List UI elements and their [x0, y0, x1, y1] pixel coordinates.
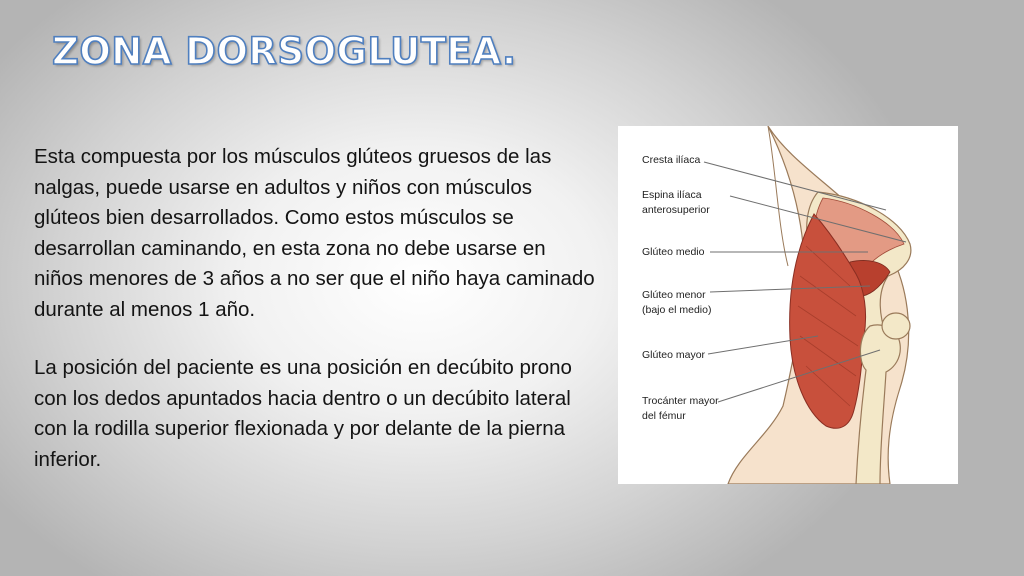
gluteal-anatomy-figure — [618, 126, 958, 484]
label-gluteo-mayor: Glúteo mayor — [642, 349, 706, 361]
femoral-head — [882, 313, 910, 339]
label-gluteo-menor: Glúteo menor — [642, 289, 706, 301]
gluteal-anatomy-illustration — [618, 126, 958, 484]
label-del-femur: del fémur — [642, 410, 686, 422]
label-trocanter-mayor: Trocánter mayor — [642, 395, 719, 407]
body-text — [34, 142, 599, 503]
label-bajo-el-medio: (bajo el medio) — [642, 304, 712, 316]
label-cresta-iliaca: Cresta ilíaca — [642, 154, 701, 166]
slide-title: ZONA DORSOGLUTEA. — [52, 30, 517, 73]
label-anterosuperior: anterosuperior — [642, 204, 710, 216]
label-gluteo-medio: Glúteo medio — [642, 246, 705, 258]
paragraph-patient-position: La posición del paciente es una posición en decúbito prono con los dedos apuntados hacia dentro o un decúbito lateral con la rodilla superior flexionada y por delante de la pierna inferior. — [34, 356, 572, 471]
label-espina-iliaca: Espina ilíaca — [642, 189, 702, 201]
paragraph-description: Esta compuesta por los músculos glúteos gruesos de las nalgas, puede usarse en adultos y niños con músculos glúteos bien desarrollados. Como estos músculos se desarrollan caminando, en esta zona no debe usarse en niños menores de 3 años a no ser que el niño haya caminado durante al menos 1 año. — [34, 145, 595, 321]
